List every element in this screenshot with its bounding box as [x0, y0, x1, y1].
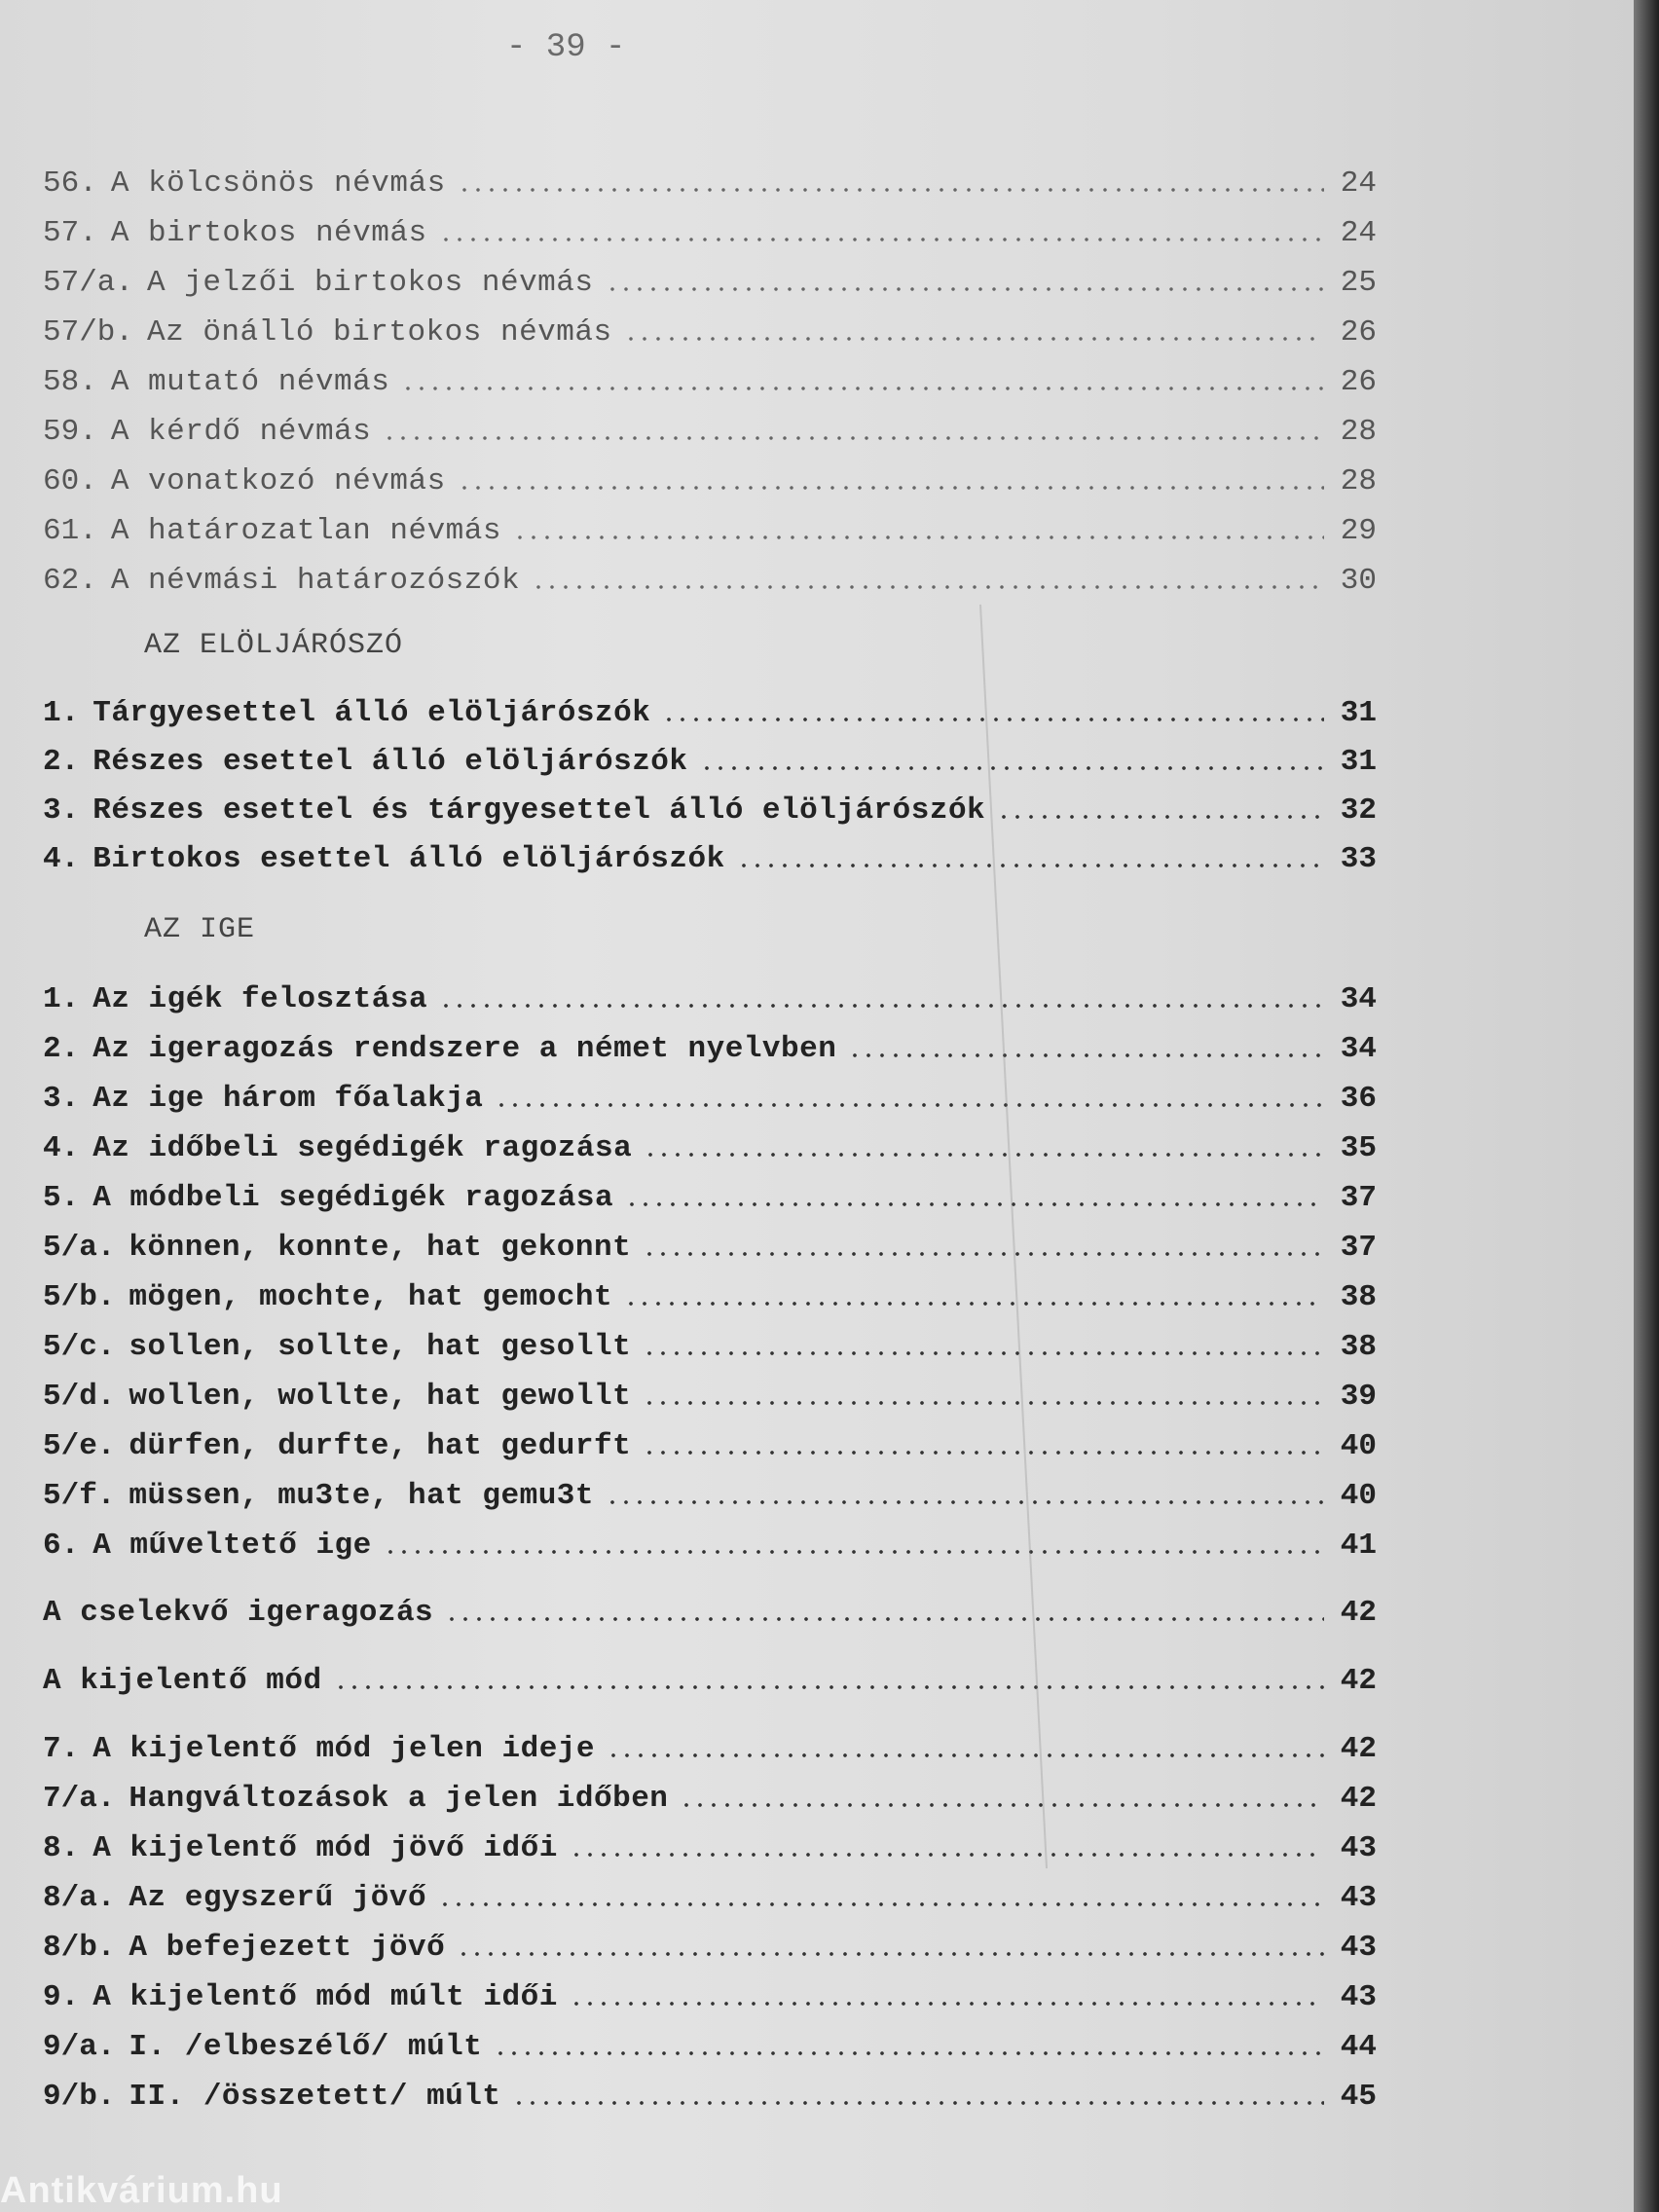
toc-entry-number: 5/b.: [43, 1280, 116, 1314]
leader-dots: [383, 436, 1324, 440]
toc-entry: [43, 1172, 1377, 1215]
leader-dots: [607, 1753, 1324, 1757]
toc-entry-title: A határozatlan névmás: [110, 514, 501, 548]
toc-entry-title: A műveltető ige: [92, 1529, 372, 1563]
toc-entry: [43, 1655, 1377, 1698]
toc-entry-page: 34: [1340, 1032, 1377, 1066]
leader-dots: [438, 1902, 1324, 1906]
toc-entry-number: 8/b.: [43, 1931, 116, 1965]
toc-entry: [43, 974, 1377, 1016]
toc-entry-number: 62.: [43, 564, 97, 598]
toc-entry-page: 37: [1340, 1231, 1377, 1265]
toc-entry: [43, 1023, 1377, 1066]
toc-entry: [43, 555, 1377, 598]
leader-dots: [606, 287, 1325, 291]
toc-entry-number: 5.: [43, 1181, 80, 1215]
toc-entry-title: A kijelentő mód múlt idői: [92, 1980, 558, 2014]
toc-entry-page: 36: [1340, 1082, 1377, 1116]
toc-entry-page: 28: [1340, 464, 1377, 498]
toc-entry-number: 57/a.: [43, 266, 134, 300]
toc-entry-number: 59.: [43, 415, 97, 449]
toc-entry-page: 43: [1340, 1931, 1377, 1965]
toc-entry-title: dürfen, durfte, hat gedurft: [129, 1429, 632, 1463]
toc-entry-page: 40: [1340, 1429, 1377, 1463]
toc-entry-title: A kijelentő mód jövő idői: [92, 1831, 558, 1865]
toc-entry-title: Az igék felosztása: [92, 982, 428, 1016]
toc-entry-page: 44: [1340, 2030, 1377, 2064]
toc-entry-title: A kijelentő mód: [43, 1664, 322, 1698]
leader-dots: [512, 2101, 1324, 2105]
leader-dots: [624, 337, 1324, 341]
toc-entry-page: 31: [1340, 696, 1377, 730]
leader-dots: [625, 1202, 1324, 1206]
leader-dots: [532, 585, 1324, 589]
toc-entry: [43, 1587, 1377, 1630]
toc-entry-title: Részes esettel és tárgyesettel álló elöljárószók: [92, 793, 986, 828]
toc-entry: [43, 2021, 1377, 2064]
toc-entry: [43, 1520, 1377, 1563]
toc-entry-title: A kijelentő mód jelen ideje: [92, 1732, 596, 1766]
toc-entry-number: 2.: [43, 745, 80, 779]
toc-entry: [43, 207, 1377, 250]
leader-dots: [700, 766, 1324, 770]
toc-entry-title: mögen, mochte, hat gemocht: [129, 1280, 613, 1314]
toc-entry: [43, 505, 1377, 548]
leader-dots: [513, 535, 1324, 539]
toc-entry-title: A módbeli segédigék ragozása: [92, 1181, 614, 1215]
toc-entry: [43, 456, 1377, 498]
toc-entry-page: 34: [1340, 982, 1377, 1016]
toc-entry: [43, 158, 1377, 201]
leader-dots: [439, 1004, 1324, 1008]
toc-entry-page: 39: [1340, 1380, 1377, 1414]
toc-entry-number: 9.: [43, 1980, 80, 2014]
toc-entry-title: A vonatkozó névmás: [110, 464, 446, 498]
toc-entry-page: 42: [1340, 1596, 1377, 1630]
toc-entry-title: A birtokos névmás: [110, 216, 427, 250]
toc-entry: [43, 1823, 1377, 1865]
toc-entry-page: 43: [1340, 1831, 1377, 1865]
watermark-logo: Antikvárium.hu: [0, 2170, 283, 2211]
toc-entry-number: 2.: [43, 1032, 80, 1066]
toc-entry-number: 4.: [43, 1131, 80, 1165]
leader-dots: [445, 1617, 1324, 1621]
toc-entry-number: 8.: [43, 1831, 80, 1865]
leader-dots: [458, 486, 1324, 490]
toc-entry-page: 26: [1340, 365, 1377, 399]
leader-dots: [662, 718, 1324, 721]
toc-entry-number: 4.: [43, 842, 80, 876]
leader-dots: [495, 1103, 1324, 1107]
toc-entry-title: Az önálló birtokos névmás: [147, 315, 612, 350]
toc-entry-title: Az igeragozás rendszere a német nyelvben: [92, 1032, 837, 1066]
toc-entry-title: A névmási határozószók: [110, 564, 521, 598]
toc-entry-page: 37: [1340, 1181, 1377, 1215]
leader-dots: [997, 815, 1324, 819]
toc-entry: [43, 1371, 1377, 1414]
page-number: - 39 -: [506, 29, 626, 66]
toc-entry: [43, 736, 1377, 779]
toc-entry-title: I. /elbeszélő/ múlt: [129, 2030, 483, 2064]
toc-entry-page: 30: [1340, 564, 1377, 598]
toc-entry: [43, 1123, 1377, 1165]
toc-entry-page: 28: [1340, 415, 1377, 449]
leader-dots: [624, 1302, 1324, 1306]
toc-entry: [43, 1922, 1377, 1965]
leader-dots: [606, 1500, 1324, 1504]
toc-entry-title: A kölcsönös névmás: [110, 166, 446, 201]
toc-entry-page: 42: [1340, 1664, 1377, 1698]
leader-dots: [848, 1053, 1324, 1057]
toc-entry-title: Az időbeli segédigék ragozása: [92, 1131, 633, 1165]
toc-entry-page: 35: [1340, 1131, 1377, 1165]
toc-entry-number: 7/a.: [43, 1782, 116, 1816]
leader-dots: [457, 1952, 1324, 1956]
toc-entry-title: A cselekvő igeragozás: [43, 1596, 434, 1630]
leader-dots: [737, 864, 1324, 867]
toc-entry-title: A mutató névmás: [110, 365, 390, 399]
toc-entry-title: Az egyszerű jövő: [129, 1881, 427, 1915]
toc-entry: [43, 2071, 1377, 2114]
toc-entry-page: 25: [1340, 266, 1377, 300]
toc-entry-title: können, konnte, hat gekonnt: [129, 1231, 632, 1265]
toc-entry-number: 56.: [43, 166, 97, 201]
toc-entry-title: Hangváltozások a jelen időben: [129, 1782, 669, 1816]
toc-entry-number: 5/d.: [43, 1380, 116, 1414]
toc-entry-title: A kérdő névmás: [110, 415, 372, 449]
toc-entry-page: 26: [1340, 315, 1377, 350]
toc-entry-number: 6.: [43, 1529, 80, 1563]
toc-entry-number: 1.: [43, 982, 80, 1016]
toc-entry-title: Tárgyesettel álló elöljárószók: [92, 696, 651, 730]
toc-entry-number: 5/a.: [43, 1231, 116, 1265]
toc-entry: [43, 257, 1377, 300]
toc-entry-number: 57/b.: [43, 315, 134, 350]
leader-dots: [643, 1401, 1324, 1405]
toc-entry-number: 5/c.: [43, 1330, 116, 1364]
toc-entry-number: 8/a.: [43, 1881, 116, 1915]
toc-entry: [43, 1420, 1377, 1463]
toc-entry-number: 7.: [43, 1732, 80, 1766]
toc-entry-page: 43: [1340, 1881, 1377, 1915]
leader-dots: [334, 1685, 1324, 1689]
toc-entry-number: 5/e.: [43, 1429, 116, 1463]
toc-entry: [43, 687, 1377, 730]
leader-dots: [401, 387, 1324, 390]
toc-entry: [43, 1073, 1377, 1116]
toc-entry: [43, 1773, 1377, 1816]
toc-entry-page: 43: [1340, 1980, 1377, 2014]
toc-entry-title: wollen, wollte, hat gewollt: [129, 1380, 632, 1414]
toc-entry-page: 42: [1340, 1732, 1377, 1766]
toc-entry-number: 58.: [43, 365, 97, 399]
toc-entry-page: 40: [1340, 1479, 1377, 1513]
toc-entry-page: 42: [1340, 1782, 1377, 1816]
toc-entry: [43, 1872, 1377, 1915]
toc-entry-number: 60.: [43, 464, 97, 498]
toc-entry: [43, 356, 1377, 399]
toc-entry-page: 38: [1340, 1280, 1377, 1314]
leader-dots: [439, 238, 1324, 241]
leader-dots: [644, 1153, 1324, 1157]
toc-entry-title: A jelzői birtokos névmás: [147, 266, 594, 300]
leader-dots: [680, 1803, 1324, 1807]
leader-dots: [384, 1550, 1324, 1554]
toc-entry-title: A befejezett jövő: [129, 1931, 446, 1965]
toc-entry: [43, 307, 1377, 350]
leader-dots: [458, 188, 1324, 192]
page-edge-shadow: [1634, 0, 1659, 2212]
toc-entry-page: 29: [1340, 514, 1377, 548]
toc-entry-number: 5/f.: [43, 1479, 116, 1513]
leader-dots: [643, 1252, 1324, 1256]
toc-entry-title: Az ige három főalakja: [92, 1082, 484, 1116]
toc-entry: [43, 1222, 1377, 1265]
toc-entry-number: 61.: [43, 514, 97, 548]
toc-entry-page: 45: [1340, 2080, 1377, 2114]
toc-entry-page: 24: [1340, 166, 1377, 201]
section-heading: AZ ELÖLJÁRÓSZÓ: [144, 629, 404, 662]
leader-dots: [494, 2051, 1324, 2055]
toc-entry: [43, 1972, 1377, 2014]
toc-entry-number: 57.: [43, 216, 97, 250]
toc-entry-title: müssen, mu3te, hat gemu3t: [129, 1479, 594, 1513]
toc-entry-title: II. /összetett/ múlt: [129, 2080, 501, 2114]
toc-entry-page: 38: [1340, 1330, 1377, 1364]
section-heading: AZ IGE: [144, 913, 256, 946]
toc-entry-page: 33: [1340, 842, 1377, 876]
toc-entry: [43, 1723, 1377, 1766]
leader-dots: [643, 1351, 1324, 1355]
toc-entry: [43, 833, 1377, 876]
leader-dots: [570, 1853, 1324, 1857]
toc-entry-number: 3.: [43, 793, 80, 828]
toc-entry: [43, 1470, 1377, 1513]
toc-entry-page: 31: [1340, 745, 1377, 779]
toc-entry-page: 32: [1340, 793, 1377, 828]
toc-entry-title: Részes esettel álló elöljárószók: [92, 745, 688, 779]
toc-entry-page: 41: [1340, 1529, 1377, 1563]
toc-entry-number: 9/a.: [43, 2030, 116, 2064]
toc-entry: [43, 1321, 1377, 1364]
toc-entry-number: 3.: [43, 1082, 80, 1116]
toc-entry-page: 24: [1340, 216, 1377, 250]
toc-entry: [43, 785, 1377, 828]
toc-entry: [43, 1272, 1377, 1314]
toc-entry-title: Birtokos esettel álló elöljárószók: [92, 842, 725, 876]
toc-entry-number: 1.: [43, 696, 80, 730]
leader-dots: [570, 2002, 1324, 2006]
toc-entry-title: sollen, sollte, hat gesollt: [129, 1330, 632, 1364]
toc-entry-number: 9/b.: [43, 2080, 116, 2114]
toc-entry: [43, 406, 1377, 449]
leader-dots: [643, 1451, 1324, 1455]
